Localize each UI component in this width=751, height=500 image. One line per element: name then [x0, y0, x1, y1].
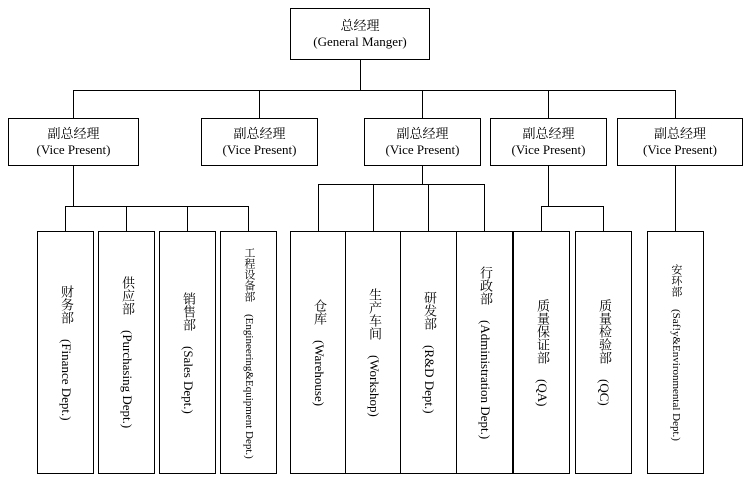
connector-vp1-bus — [65, 206, 248, 207]
connector-vp4-down — [548, 166, 549, 206]
connector-vp1-drop-purchasing — [126, 206, 127, 231]
connector-vp-bus — [73, 90, 675, 91]
node-department-qa[interactable] — [513, 231, 570, 474]
connector-vp1-drop-finance — [65, 206, 66, 231]
node-label-cn: 财务部 — [58, 284, 74, 324]
node-label-en: (General Manger) — [313, 34, 407, 49]
node-label — [37, 126, 111, 159]
connector-vp-drop-2 — [259, 90, 260, 118]
node-label-en: (Administration Dept.) — [477, 319, 493, 440]
connector-vp4-drop-qa — [541, 206, 542, 231]
connector-vp3-bus — [318, 184, 484, 185]
node-label-cn: 生产车间 — [366, 288, 382, 341]
connector-vp1-drop-engineering — [248, 206, 249, 231]
connector-vp-drop-3 — [422, 90, 423, 118]
node-label — [477, 266, 492, 439]
node-label — [311, 299, 326, 406]
node-department-safety-environmental[interactable] — [647, 231, 704, 474]
node-label — [421, 291, 436, 414]
node-label — [242, 247, 255, 459]
connector-vp-drop-1 — [73, 90, 74, 118]
node-label-en: (Saf!y&Environmental Dept.) — [669, 309, 682, 441]
connector-vp-drop-5 — [675, 90, 676, 118]
node-label — [58, 285, 73, 421]
connector-vp3-drop-warehouse — [318, 184, 319, 231]
node-label-cn: 供应部 — [119, 276, 135, 316]
connector-vp1-down — [73, 166, 74, 206]
node-label-en: (Vice Present) — [222, 142, 297, 157]
node-label-en: (Warehouse) — [311, 339, 327, 407]
node-label-cn: 副总经理 — [233, 125, 286, 141]
connector-vp1-drop-sales — [187, 206, 188, 231]
node-label-en: (Engineering&Equipment Dept.) — [242, 313, 255, 459]
node-label-en: (R&D Dept.) — [421, 345, 437, 414]
node-department-sales[interactable] — [159, 231, 216, 474]
node-label — [596, 299, 611, 406]
node-label-cn: 研发部 — [421, 291, 437, 331]
node-label-en: (Vice Present) — [385, 142, 460, 157]
node-department-purchasing[interactable] — [98, 231, 155, 474]
node-label — [669, 264, 682, 441]
node-label — [180, 292, 195, 414]
node-label-en: (Workshop) — [366, 355, 382, 417]
node-department-warehouse[interactable] — [290, 231, 347, 474]
connector-vp3-down — [422, 166, 423, 184]
node-label — [119, 276, 134, 428]
node-general-manager[interactable] — [290, 8, 430, 60]
node-label-en: (Finance Dept.) — [58, 338, 74, 421]
connector-vp4-bus — [541, 206, 603, 207]
node-department-qc[interactable] — [575, 231, 632, 474]
node-department-administration[interactable] — [456, 231, 513, 474]
node-label-en: (Vice Present) — [511, 142, 586, 157]
node-label-cn: 工程设备部 — [242, 246, 255, 302]
node-label — [386, 126, 460, 159]
node-label-cn: 总经理 — [340, 17, 380, 33]
node-vice-president-4[interactable] — [490, 118, 607, 166]
node-label-en: (QC) — [596, 379, 612, 406]
node-label-cn: 副总经理 — [47, 125, 100, 141]
node-label-en: (Vice Present) — [643, 142, 717, 157]
node-label — [313, 18, 406, 51]
node-label — [223, 126, 297, 159]
node-label-en: (Sales Dept.) — [180, 345, 196, 414]
node-label-cn: 行政部 — [477, 265, 493, 305]
connector-vp-drop-4 — [548, 90, 549, 118]
node-label-cn: 安环部 — [669, 264, 682, 298]
node-label-en: (Vice Present) — [36, 142, 111, 157]
connector-vp3-drop-workshop — [373, 184, 374, 231]
node-department-rd[interactable] — [400, 231, 457, 474]
node-label-en: (Purchasing Dept.) — [119, 330, 135, 429]
node-vice-president-2[interactable] — [201, 118, 318, 166]
connector-vp3-drop-administration — [484, 184, 485, 231]
node-label — [366, 288, 381, 417]
node-label-cn: 销售部 — [180, 291, 196, 331]
node-label-cn: 仓库 — [311, 298, 327, 325]
node-label — [512, 126, 586, 159]
node-department-engineering-equipment[interactable] — [220, 231, 277, 474]
node-vice-president-3[interactable] — [364, 118, 481, 166]
node-label-cn: 副总经理 — [653, 125, 706, 141]
connector-vp3-drop-rd — [428, 184, 429, 231]
node-department-finance[interactable] — [37, 231, 94, 474]
node-vice-president-1[interactable] — [8, 118, 139, 166]
node-label-cn: 副总经理 — [396, 125, 449, 141]
node-label-cn: 质量检验部 — [596, 299, 612, 365]
node-label-cn: 副总经理 — [522, 125, 575, 141]
node-department-workshop[interactable] — [345, 231, 402, 474]
node-label-en: (QA) — [534, 378, 550, 407]
connector-vp5-down — [675, 166, 676, 231]
node-label-cn: 质量保证部 — [534, 298, 550, 364]
node-vice-president-5[interactable] — [617, 118, 743, 166]
node-label — [643, 126, 717, 159]
node-label — [534, 299, 549, 406]
connector-vp4-drop-qc — [603, 206, 604, 231]
connector-gm-down — [360, 60, 361, 90]
